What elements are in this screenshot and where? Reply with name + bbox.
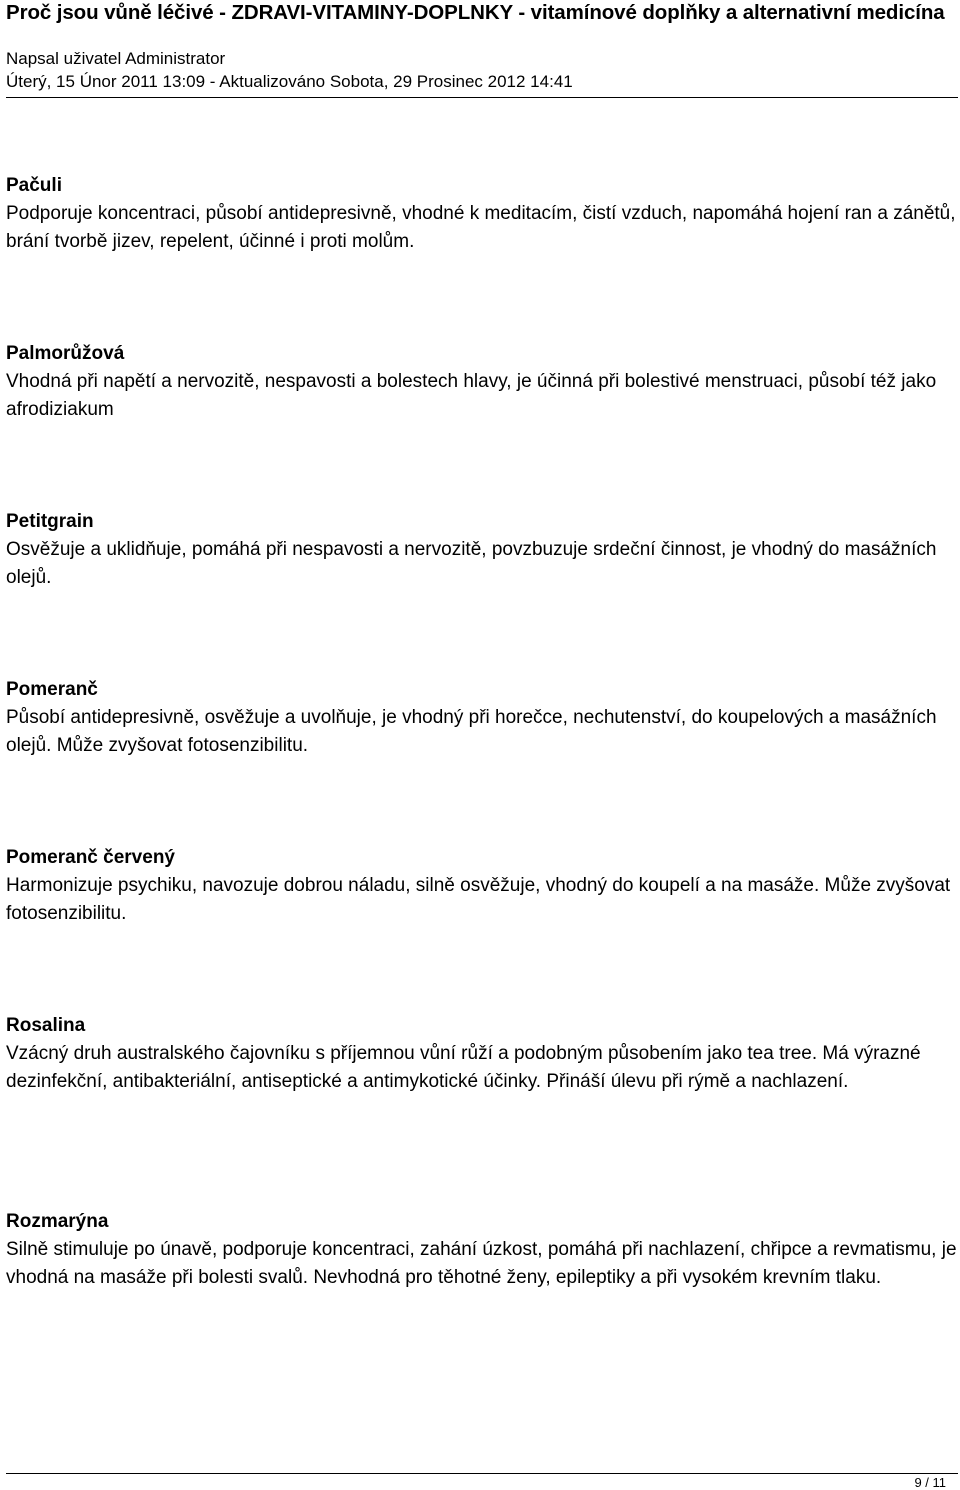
page-number: 9 / 11 (914, 1475, 946, 1490)
entry-heading: Rozmarýna (6, 1211, 109, 1232)
document-title: Proč jsou vůně léčivé - ZDRAVI-VITAMINY-DOPLNKY - vitamínové doplňky a alternativní medicína (6, 1, 945, 24)
entry-heading: Pomeranč červený (6, 847, 175, 868)
author-line: Napsal uživatel Administrator (6, 49, 226, 68)
entry-description: Vhodná při napětí a nervozitě, nespavosti a bolestech hlavy, je účinná při bolestivé menstruaci, působí též jako afrodiziakum (6, 371, 937, 420)
entry-pomeranc (6, 676, 958, 760)
entry-petitgrain (6, 508, 958, 592)
entry-pomeranc-cerveny (6, 844, 958, 928)
entry-description: Harmonizuje psychiku, navozuje dobrou náladu, silně osvěžuje, vhodný do koupelí a na masáže. Může zvyšovat fotosenzibilitu. (6, 875, 951, 924)
entry-rozmaryna (6, 1208, 958, 1292)
entry-paculi (6, 172, 958, 256)
entry-palmoruzova (6, 340, 958, 424)
entry-description: Podporuje koncentraci, působí antidepresivně, vhodné k meditacím, čistí vzduch, napomáhá hojení ran a zánětů, brání tvorbě jizev, repelent, účinné i proti molům. (6, 203, 956, 252)
entry-description: Silně stimuluje po únavě, podporuje koncentraci, zahání úzkost, pomáhá při nachlazení, chřipce a revmatismu, je vhodná na masáže při bolesti svalů. Nevhodná pro těhotné ženy, epileptiky a při vysokém krevním tlaku. (6, 1239, 957, 1288)
entry-heading: Pačuli (6, 175, 62, 196)
entry-heading: Petitgrain (6, 511, 94, 532)
entry-heading: Rosalina (6, 1015, 86, 1036)
footer-divider (6, 1473, 958, 1474)
entry-heading: Pomeranč (6, 679, 98, 700)
header-divider (6, 97, 958, 98)
entry-description: Působí antidepresivně, osvěžuje a uvolňuje, je vhodný při horečce, nechutenství, do koupelových a masážních olejů. Může zvyšovat fotosenzibilitu. (6, 707, 937, 756)
entry-description: Vzácný druh australského čajovníku s příjemnou vůní růží a podobným působením jako tea tree. Má výrazné dezinfekční, antibakteriální, antiseptické a antimykotické účinky. Přináší úlevu při rýmě a nachlazení. (6, 1043, 921, 1092)
entry-heading: Palmorůžová (6, 343, 125, 364)
entry-rosalina (6, 1012, 958, 1096)
date-line: Úterý, 15 Únor 2011 13:09 - Aktualizováno Sobota, 29 Prosinec 2012 14:41 (6, 72, 573, 91)
document-header (0, 0, 960, 98)
entry-description: Osvěžuje a uklidňuje, pomáhá při nespavosti a nervozitě, povzbuzuje srdeční činnost, je vhodný do masážních olejů. (6, 539, 937, 588)
